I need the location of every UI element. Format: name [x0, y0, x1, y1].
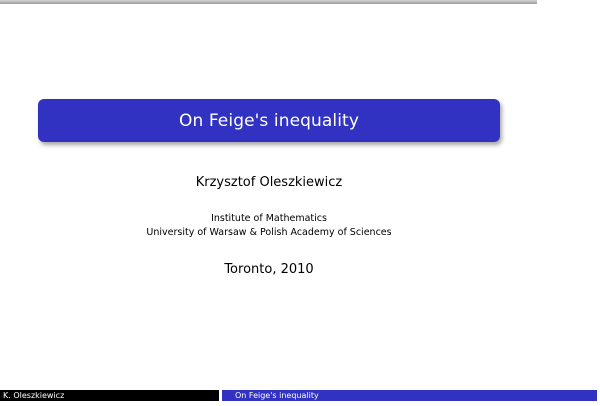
footer-author: K. Oleszkiewicz — [0, 390, 219, 401]
top-rule — [0, 0, 537, 4]
slide-title: On Feige's inequality — [179, 110, 359, 131]
title-box — [38, 99, 500, 142]
footer-bar — [0, 390, 597, 401]
institute-line-1: Institute of Mathematics — [211, 213, 327, 224]
institute — [0, 212, 538, 240]
footer-title: On Feige's inequality — [222, 390, 597, 401]
presentation-date: Toronto, 2010 — [224, 262, 314, 277]
author-name: Krzysztof Oleszkiewicz — [195, 175, 343, 190]
institute-line-2: University of Warsaw & Polish Academy of Sciences — [146, 227, 392, 238]
